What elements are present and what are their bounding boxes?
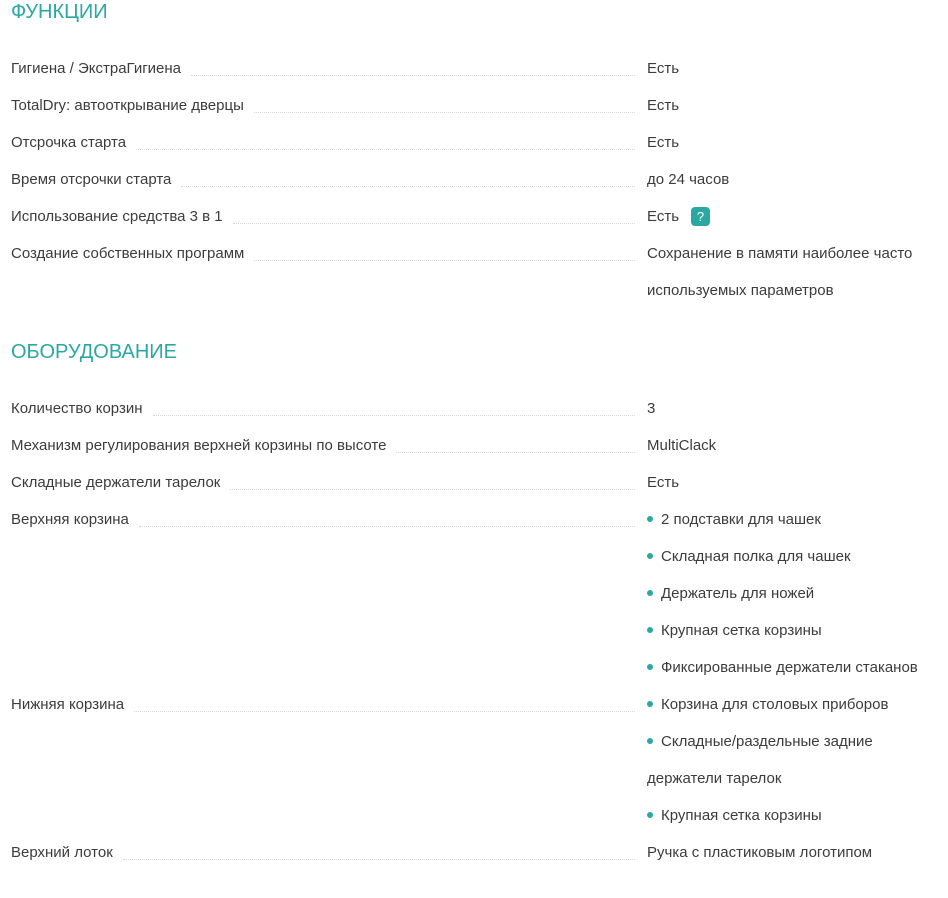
spec-row	[11, 50, 934, 87]
list-item: Держатель для ножей	[647, 575, 934, 612]
spec-row	[11, 161, 934, 198]
list-item: Фиксированные держатели стаканов	[647, 649, 934, 686]
spec-row	[11, 198, 934, 235]
bullet-dot-icon	[647, 812, 653, 818]
spec-value: Есть	[647, 97, 680, 114]
spec-row	[11, 501, 934, 686]
bullet-dot-icon	[647, 516, 653, 522]
spec-value: 3	[647, 400, 656, 417]
spec-row	[11, 834, 934, 871]
section-functions	[11, 0, 934, 309]
spec-value: Есть	[647, 474, 680, 491]
dotted-leader	[181, 186, 635, 187]
spec-value: до 24 часов	[647, 171, 730, 188]
dotted-leader	[254, 260, 635, 261]
section-equipment	[11, 340, 934, 871]
dotted-leader	[153, 415, 635, 416]
dotted-leader	[254, 112, 635, 113]
list-item: Крупная сетка корзины	[647, 612, 934, 649]
bullet-dot-icon	[647, 627, 653, 633]
spec-label: Механизм регулирования верхней корзины по высоте	[11, 427, 647, 464]
spec-label: Верхний лоток	[11, 834, 647, 871]
spec-label: Использование средства 3 в 1	[11, 198, 647, 235]
list-item: Складная полка для чашек	[647, 538, 934, 575]
section-title-functions: ФУНКЦИИ	[11, 1, 108, 23]
dotted-leader	[134, 711, 635, 712]
spec-label: Отсрочка старта	[11, 124, 647, 161]
spec-value: Есть ?	[647, 198, 934, 235]
spec-label: Верхняя корзина	[11, 501, 647, 538]
bullet-dot-icon	[647, 701, 653, 707]
dotted-leader	[233, 223, 635, 224]
spec-value-list	[647, 686, 934, 834]
dotted-leader	[136, 149, 635, 150]
dotted-leader	[139, 526, 635, 527]
list-item: Крупная сетка корзины	[647, 797, 934, 834]
spec-row	[11, 87, 934, 124]
list-item: Корзина для столовых приборов	[647, 686, 934, 723]
dotted-leader	[230, 489, 635, 490]
spec-label: TotalDry: автооткрывание дверцы	[11, 87, 647, 124]
spec-row	[11, 464, 934, 501]
spec-label: Количество корзин	[11, 390, 647, 427]
spec-value: MultiClack	[647, 437, 717, 454]
question-mark-icon[interactable]: ?	[691, 207, 710, 226]
spec-value: Ручка с пластиковым логотипом	[647, 844, 873, 861]
spec-row	[11, 235, 934, 309]
spec-value: Есть	[647, 134, 680, 151]
list-item: 2 подставки для чашек	[647, 501, 934, 538]
spec-label: Складные держатели тарелок	[11, 464, 647, 501]
dotted-leader	[191, 75, 635, 76]
spec-value: Есть	[647, 60, 680, 77]
spec-row	[11, 427, 934, 464]
spec-label: Гигиена / ЭкстраГигиена	[11, 50, 647, 87]
dotted-leader	[396, 452, 635, 453]
bullet-dot-icon	[647, 590, 653, 596]
spec-label: Создание собственных программ	[11, 235, 647, 272]
bullet-dot-icon	[647, 738, 653, 744]
list-item: Складные/раздельные задние держатели тарелок	[647, 733, 873, 787]
spec-label: Время отсрочки старта	[11, 161, 647, 198]
bullet-dot-icon	[647, 664, 653, 670]
spec-row	[11, 124, 934, 161]
section-title-equipment: ОБОРУДОВАНИЕ	[11, 341, 177, 363]
spec-label: Нижняя корзина	[11, 686, 647, 723]
spec-value: Сохранение в памяти наиболее часто используемых параметров	[647, 245, 913, 299]
spec-value-list	[647, 501, 934, 686]
bullet-dot-icon	[647, 553, 653, 559]
spec-row	[11, 390, 934, 427]
dotted-leader	[123, 859, 635, 860]
spec-row	[11, 686, 934, 834]
